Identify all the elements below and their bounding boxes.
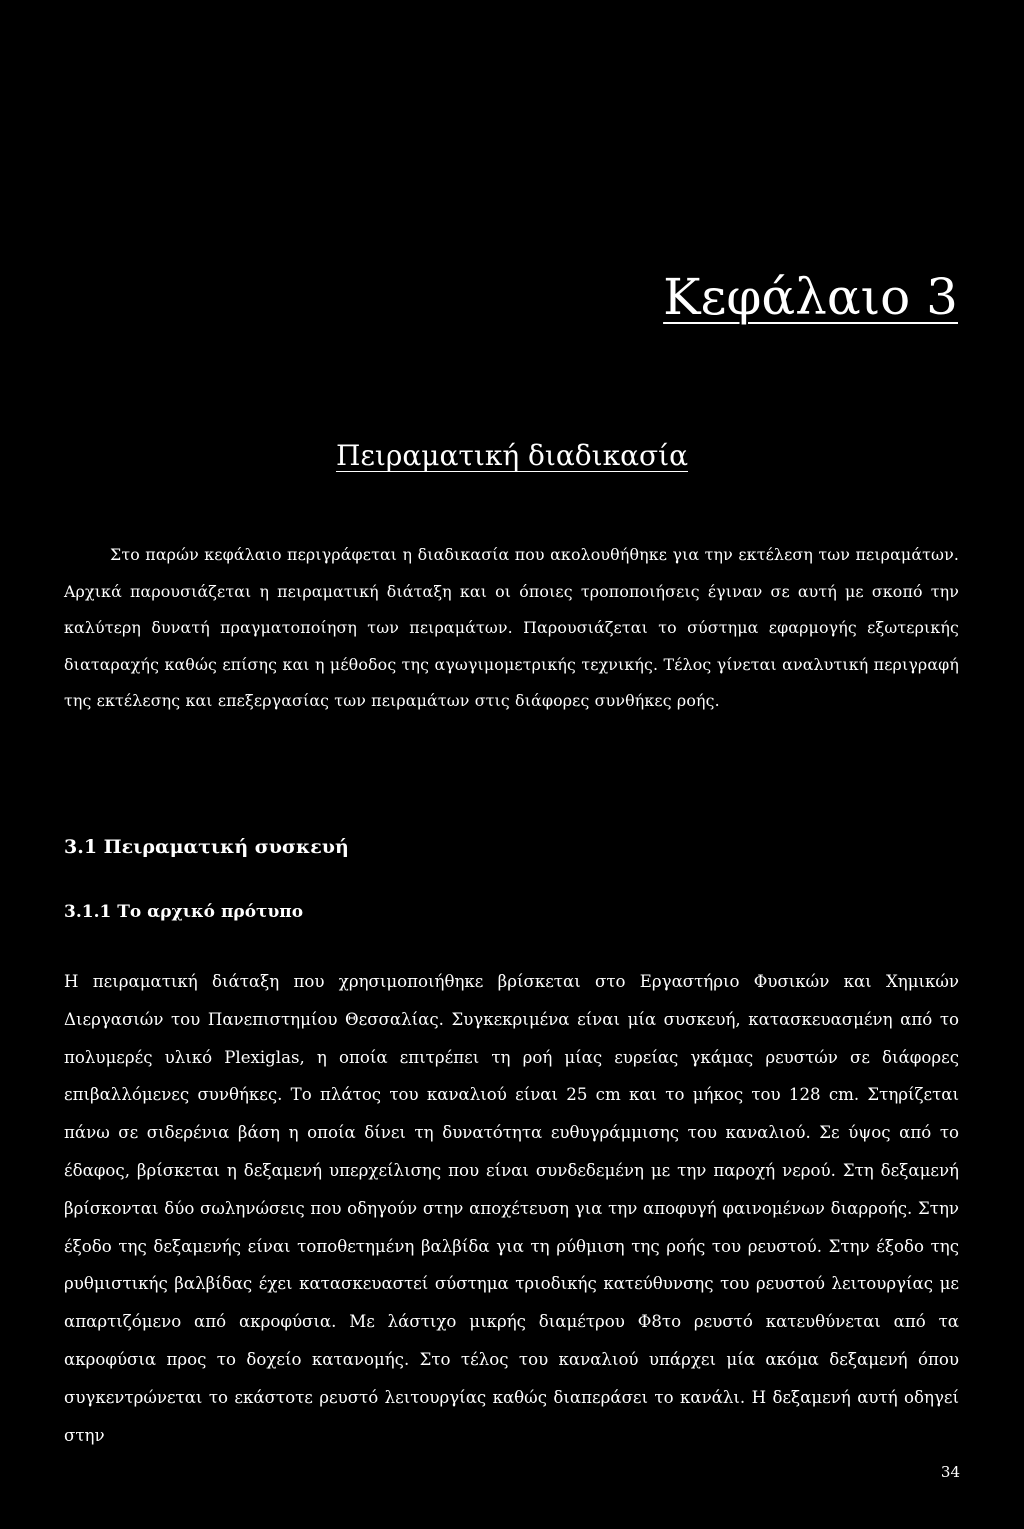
- section-title: Πειραματική διαδικασία: [335, 439, 688, 472]
- heading-3-1-1: 3.1.1 Το αρχικό πρότυπο: [64, 902, 304, 922]
- page-number: 34: [940, 1463, 960, 1481]
- heading-3-1: 3.1 Πειραματική συσκευή: [64, 836, 349, 858]
- intro-paragraph: Στο παρών κεφάλαιο περιγράφεται η διαδικασία που ακολουθήθηκε για την εκτέλεση των πειραμάτων. Αρχικά παρουσιάζεται η πειραματική διάταξη και οι όποιες τροποποιήσεις έγιναν σε αυτή με σκοπό την καλύτερη δυνατή πραγματοποίηση των πειραμάτων. Παρουσιάζεται το σύστημα εφαρμογής εξωτερικής διαταραχής καθώς επίσης και η μέθοδος της αγωγιμομετρικής τεχνικής. Τέλος γίνεται αναλυτική περιγραφή της εκτέλεσης και επεξεργασίας των πειραμάτων στις διάφορες συνθήκες ροής.: [64, 545, 959, 710]
- chapter-title: Κεφάλαιο 3: [663, 268, 958, 326]
- body-paragraph: Η πειραματική διάταξη που χρησιμοποιήθηκε βρίσκεται στο Εργαστήριο Φυσικών και Χημικών Διεργασιών του Πανεπιστημίου Θεσσαλίας. Συγκεκριμένα είναι μία συσκευή, κατασκευασμένη από το πολυμερές υλικό Plexiglas, η οποία επιτρέπει τη ροή μίας ευρείας γκάμας ρευστών σε διάφορες επιβαλλόμενες συνθήκες. Το πλάτος του καναλιού είναι 25 cm και το μήκος του 128 cm. Στηρίζεται πάνω σε σιδερένια βάση η οποία δίνει τη δυνατότητα ευθυγράμμισης του καναλιού. Σε ύψος από το έδαφος, βρίσκεται η δεξαμενή υπερχείλισης που είναι συνδεδεμένη με την παροχή νερού. Στη δεξαμενή βρίσκονται δύο σωληνώσεις που οδηγούν στην αποχέτευση για την αποφυγή φαινομένων διαρροής. Στην έξοδο της δεξαμενής είναι τοποθετημένη βαλβίδα για τη ρύθμιση της ροής του ρευστού. Στην έξοδο της ρυθμιστικής βαλβίδας έχει κατασκευαστεί σύστημα τριοδικής κατεύθυνσης του ρευστού λειτουργίας με απαρτιζόμενο από ακροφύσια. Με λάστιχο μικρής διαμέτρου Φ8το ρευστό κατευθύνεται από τα ακροφύσια προς το δοχείο κατανομής. Στο τέλος του καναλιού υπάρχει μία ακόμα δεξαμενή όπου συγκεντρώνεται το εκάστοτε ρευστό λειτουργίας καθώς διαπεράσει το κανάλι. Η δεξαμενή αυτή οδηγεί στην: [64, 972, 959, 1445]
